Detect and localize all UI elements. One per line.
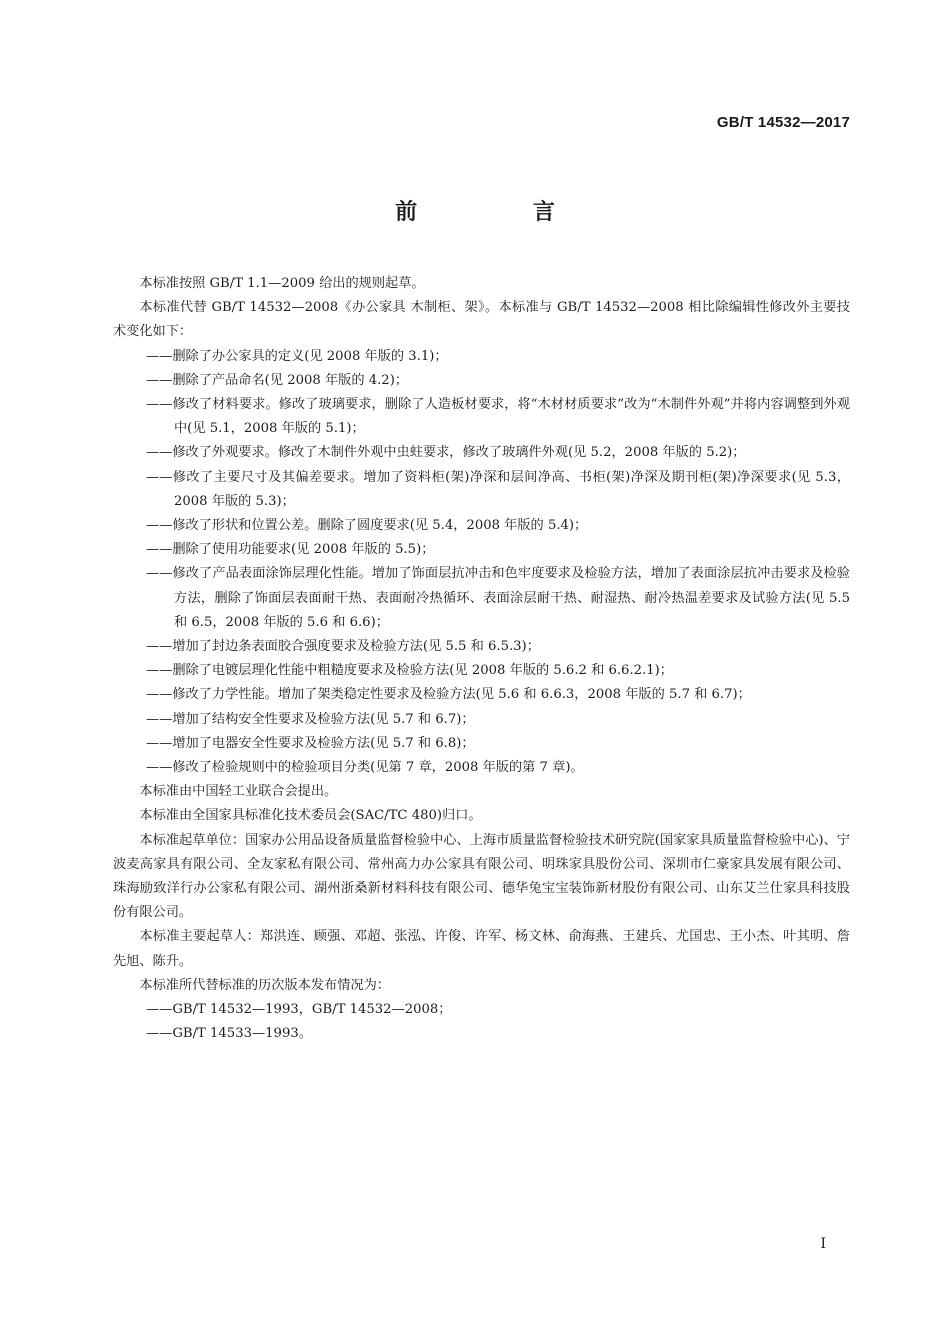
change-item: ——修改了主要尺寸及其偏差要求。增加了资料柜(架)净深和层间净高、书柜(架)净深及期刊柜(架)净深要求(见 5.3，2008 年版的 5.3)； <box>146 469 850 509</box>
document-body <box>113 272 850 1047</box>
paragraph: 本标准起草单位：国家办公用品设备质量监督检验中心、上海市质量监督检验技术研究院(国家家具质量监督检验中心)、宁波麦高家具有限公司、全友家私有限公司、常州高力办公家具有限公司、明珠家具股份公司、深圳市仁豪家具发展有限公司、珠海励致洋行办公家私有限公司、湖州浙桑新材料科技有限公司、德华兔宝宝装饰新材股份有限公司、山东艾兰仕家具科技股份有限公司。 <box>113 832 850 921</box>
paragraph: 本标准所代替标准的历次版本发布情况为： <box>139 977 390 993</box>
change-item: ——修改了外观要求。修改了木制件外观中虫蛀要求，修改了玻璃件外观(见 5.2，2008 年版的 5.2)； <box>146 445 746 461</box>
change-item: ——删除了产品命名(见 2008 年版的 4.2)； <box>146 372 409 388</box>
page-title: 前 言 <box>395 200 609 225</box>
change-item: ——删除了电镀层理化性能中粗糙度要求及检验方法(见 2008 年版的 5.6.2 和 6.6.2.1)； <box>146 663 673 679</box>
paragraph: 本标准由中国轻工业联合会提出。 <box>139 784 338 800</box>
change-item: ——修改了力学性能。增加了架类稳定性要求及检验方法(见 5.6 和 6.6.3，2008 年版的 5.7 和 6.7)； <box>146 687 751 703</box>
page-number: I <box>820 1236 826 1252</box>
change-item: ——修改了产品表面涂饰层理化性能。增加了饰面层抗冲击和色牢度要求及检验方法，增加了表面涂层抗冲击要求及检验方法，删除了饰面层表面耐干热、表面耐冷热循环、表面涂层耐干热、耐湿热、耐冷热温差要求及试验方法(见 5.5 和 6.5，2008 年版的 5.6 和 6.6)； <box>146 566 850 630</box>
change-item: ——修改了材料要求。修改了玻璃要求，删除了人造板材要求，将“木材材质要求”改为“木制件外观”并将内容调整到外观中(见 5.1，2008 年版的 5.1)； <box>146 397 850 437</box>
history-item: ——GB/T 14533—1993。 <box>146 1026 312 1042</box>
change-item: ——增加了封边条表面胶合强度要求及检验方法(见 5.5 和 6.5.3)； <box>146 639 540 655</box>
change-item: ——删除了办公家具的定义(见 2008 年版的 3.1)； <box>146 348 448 364</box>
history-item: ——GB/T 14532—1993，GB/T 14532—2008； <box>146 1002 452 1018</box>
change-item: ——删除了使用功能要求(见 2008 年版的 5.5)； <box>146 542 435 558</box>
paragraph: 本标准代替 GB/T 14532—2008《办公家具 木制柜、架》。本标准与 GB/T 14532—2008 相比除编辑性修改外主要技术变化如下： <box>113 300 850 340</box>
change-item: ——增加了电器安全性要求及检验方法(见 5.7 和 6.8)； <box>146 735 475 751</box>
standard-code: GB/T 14532—2017 <box>716 114 850 131</box>
change-item: ——修改了形状和位置公差。删除了圆度要求(见 5.4，2008 年版的 5.4)； <box>146 518 588 534</box>
change-item: ——增加了结构安全性要求及检验方法(见 5.7 和 6.7)； <box>146 711 475 727</box>
paragraph: 本标准主要起草人：郑洪连、顾强、邓超、张泓、许俊、许军、杨文林、俞海燕、王建兵、尤国忠、王小杰、叶其明、詹先旭、陈升。 <box>113 929 850 969</box>
change-item: ——修改了检验规则中的检验项目分类(见第 7 章，2008 年版的第 7 章)。 <box>146 760 584 776</box>
paragraph: 本标准由全国家具标准化技术委员会(SAC/TC 480)归口。 <box>139 808 482 824</box>
paragraph: 本标准按照 GB/T 1.1—2009 给出的规则起草。 <box>139 276 425 291</box>
